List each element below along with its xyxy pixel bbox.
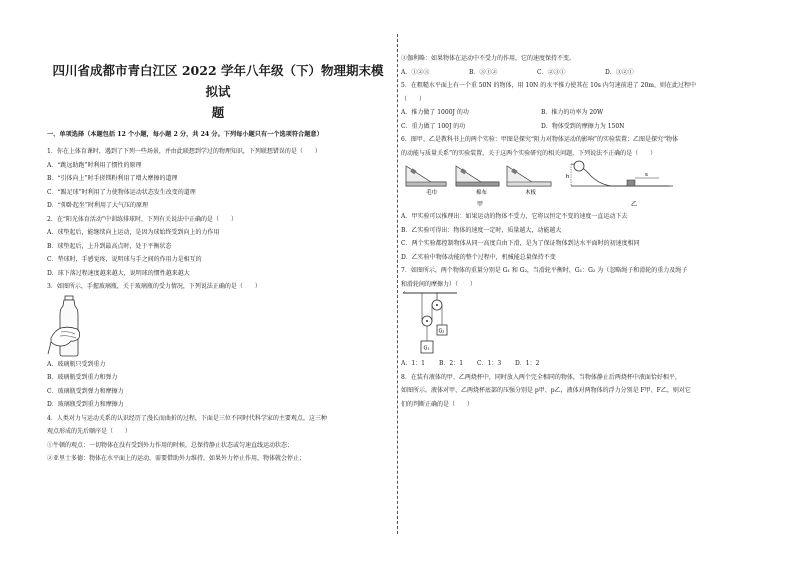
q7-option-b: B．2：1: [439, 360, 464, 367]
q4-option-c: C．②③①: [537, 68, 566, 76]
label-towel: 毛巾: [426, 190, 438, 196]
question-4-stem-line2: 观点形成的先后顺序是（ ）: [47, 428, 132, 435]
page-title: [47, 60, 389, 123]
distance-label: s: [645, 172, 648, 178]
q4-option-d: D．③②①: [605, 68, 634, 76]
bottle-figure: [47, 294, 389, 358]
label-board: 木板: [525, 190, 537, 196]
q5-option-c: C．重力做了 100J 的功: [401, 122, 466, 130]
q3-option-a: A．玻璃瓶只受到重力: [47, 360, 106, 368]
q1-option-c: C．“踢足球”时利用了力使物体运动状态发生改变的道理: [47, 188, 196, 196]
g2-label: G₂: [438, 328, 445, 335]
question-4-stem-line1: 4．人类对力与运动关系的认识经历了漫长而曲折的过程，下面是三位不同时代科学家的主要观点。这三种: [47, 414, 327, 422]
title-line-1: 四川省成都市青白江区 2022 学年八年级（下）物理期末模拟试: [52, 63, 384, 99]
q4-option-b: B．③①②: [469, 68, 498, 76]
q4-viewpoint-2: ②亚里士多德：物体在水平面上的运动，需要借助外力维持，如果外力停止作用，物体就会停止；: [47, 455, 306, 462]
q7-option-c: C．1：3: [477, 360, 502, 367]
q7-option-a: A．1：1: [401, 360, 425, 367]
question-6-stem-line1: 6．图甲、乙是教科书上的两个实验：甲图是探究“阻力对物体运动的影响”的实验装置；乙图是探究“物体: [401, 136, 679, 143]
block: [627, 180, 635, 186]
caption-yi: 乙: [631, 201, 638, 208]
q6-option-c: C．两个实验都控制物体从同一高度自由下滑，是为了保证物体到达水平面时的初速度相同: [401, 240, 640, 247]
left-column: [47, 60, 389, 466]
q6-option-b: B．乙实验可得出：物体的速度一定时，质量越大，动能越大: [401, 226, 562, 234]
question-6-stem-line2: 的动能与质量关系”的实验装置，关于这两个实验研究的相关问题，下列说法不正确的是（ ）: [401, 149, 657, 157]
q3-option-d: D．玻璃瓶受到重力和摩擦力: [47, 401, 124, 408]
question-1-stem: 1．你在上体育课时，遇到了下列一些场景，并由此联想到学过的物理知识，下列联想错误的是（ ）: [47, 148, 321, 155]
q6-figure: [401, 160, 751, 210]
q4-option-a: A．①②③: [401, 68, 430, 76]
friction-and-kinetic-energy-diagram: [401, 160, 701, 210]
question-5-stem-line2: （ ）: [401, 95, 426, 103]
hand-bottle-illustration: [47, 294, 107, 358]
right-column: [401, 52, 751, 411]
q2-option-a: A．球垫起后，能继续向上运动，是因为球始终受到向上的力作用: [47, 229, 220, 236]
question-5-stem-line1: 5．在粗糙水平面上有一个重 50N 的物体，用 10N 的水平推力使其在 10s 内匀速前进了 20m，则在此过程中: [401, 82, 696, 89]
q1-option-b: B．“引体向上”时手搓镁粉利用了增大摩擦的道理: [47, 175, 178, 182]
pulley-diagram: [401, 291, 471, 357]
q1-option-d: D．“仰卧起坐”时利用了大气压的原理: [47, 202, 148, 209]
question-7-stem-line1: 7．如图所示，两个物体的重量分别是 G₁ 和 G₂，当滑轮平衡时，G₁：G₂ 为（忽略绳子和滑轮的重力及绳子: [401, 267, 688, 274]
title-line-2: 题: [211, 105, 225, 120]
q1-option-a: A．“跳远助跑”时利用了惯性的原理: [47, 161, 142, 169]
question-8-stem-line2: 如图所示。液体对甲、乙两烧杯底部的压强分别是 p甲、p乙，液体对两物体的浮力分别是 F甲、F乙，则对它: [401, 387, 691, 394]
ramp-towel: [406, 166, 446, 186]
question-2-stem: 2．在“阳光体育活动”中训练排球时，下列有关说法中正确的是（ ）: [47, 215, 237, 223]
q6-option-a: A．甲实验可以推理出：如果运动的物体不受力，它将以恒定不变的速度一直运动下去: [401, 213, 628, 220]
q7-pulley-figure: [401, 291, 751, 357]
ramp-board: [507, 166, 551, 186]
q4-options: [401, 66, 751, 80]
q3-option-c: C．玻璃瓶受到弹力和摩擦力: [47, 387, 124, 395]
q6-option-d: D．乙实验中物体动能的整个过程中，机械能总量保持不变: [401, 253, 556, 261]
q2-option-d: D．球下落过程速度越来越大，说明球的惯性越来越大: [47, 269, 190, 277]
ramp-cotton: [456, 166, 499, 186]
question-8-stem-line3: 们的判断正确的是（ ）: [401, 400, 474, 408]
q5-option-b: B．推力的功率为 20W: [541, 109, 604, 116]
q4-viewpoint-1: ①牛顿的观点：一切物体在没有受到外力作用的时候，总保持静止状态或匀速直线运动状态；: [47, 441, 294, 449]
caption-jia: 甲: [477, 201, 484, 208]
q4-viewpoint-3: ③伽利略：如果物体在运动中不受力的作用，它的速度保持不变。: [401, 55, 576, 62]
question-7-stem-line2: 和滑轮间的摩擦力）（ ）: [401, 280, 477, 288]
q5-options: [401, 106, 751, 133]
q7-option-d: D．1：2: [515, 360, 540, 367]
q5-option-a: A．推力做了 1000J 的功: [401, 109, 469, 116]
column-divider: [397, 34, 398, 534]
kinetic-energy-setup: [566, 161, 673, 186]
q2-option-b: B．球垫起后，上升到最高点时，处于平衡状态: [47, 242, 172, 250]
q7-options: [401, 357, 751, 371]
question-8-stem-line1: 8．在装有液体的甲、乙两烧杯中，同时放入两个完全相同的物体，当物体静止后两烧杯中液面恰好相平，: [401, 373, 681, 381]
g1-label: G₁: [423, 345, 430, 352]
question-3-stem: 3．如图所示，手握玻璃瓶，关于玻璃瓶的受力情况，下列说法正确的是（ ）: [47, 283, 261, 290]
section-heading: 一、单项选择（本题包括 12 个小题，每小题 2 分，共 24 分。下列每小题只有一个选项符合题意）: [47, 131, 323, 138]
q2-option-c: C．垫球时，手感觉疼，说明球与手之间的作用力是相互的: [47, 256, 202, 263]
q5-option-d: D．物体受到的摩擦力为 150N: [541, 122, 625, 130]
height-label: h: [566, 174, 570, 180]
ball: [574, 161, 584, 171]
q3-option-b: B．玻璃瓶受到重力和弹力: [47, 374, 118, 381]
label-cotton: 棉布: [476, 190, 488, 196]
